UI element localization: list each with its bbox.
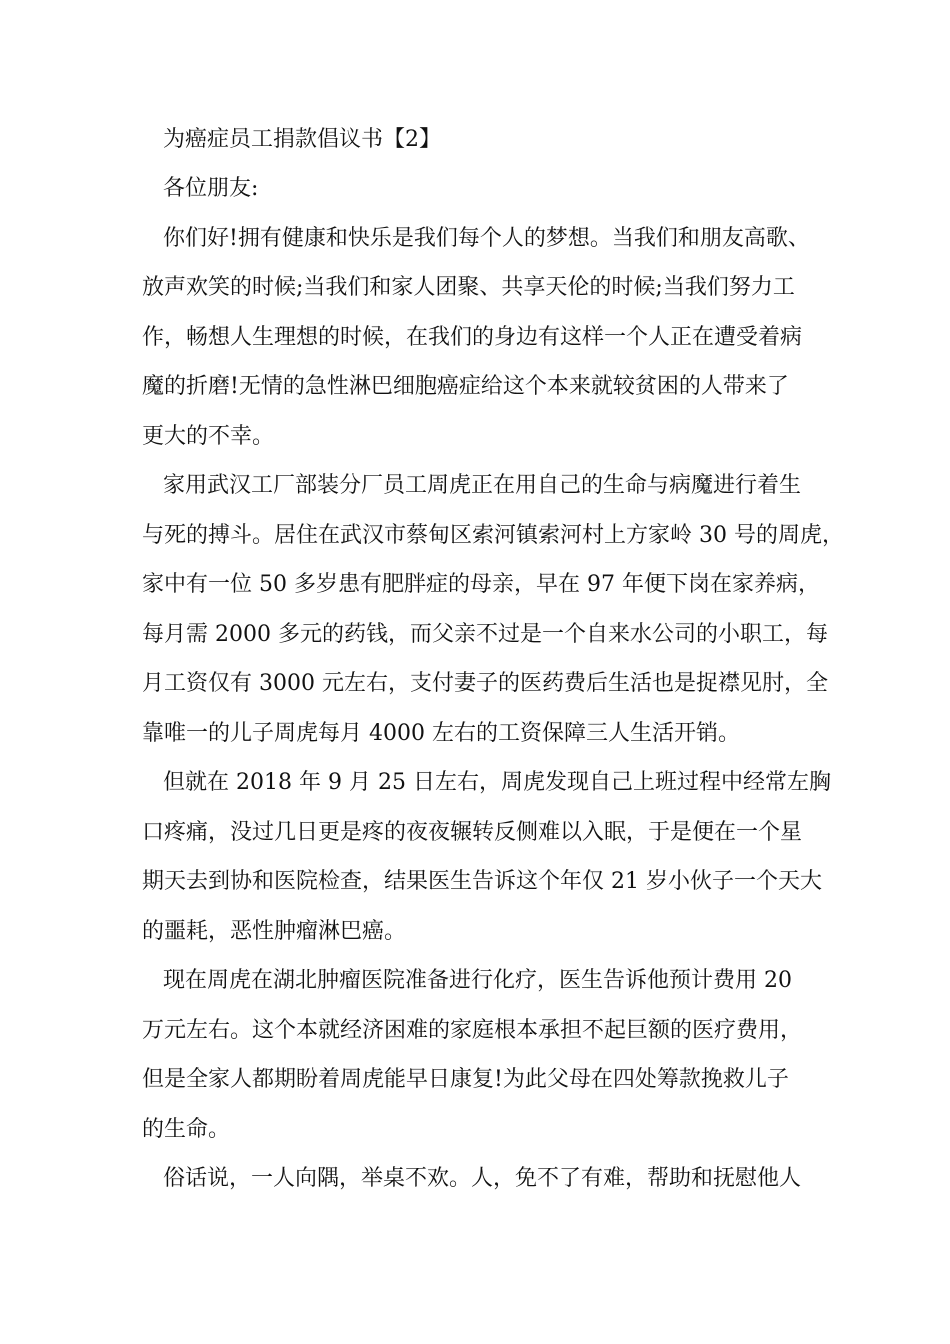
paragraph-line: 月工资仅有 3000 元左右，支付妻子的医药费后生活也是捉襟见肘，全 — [142, 671, 828, 696]
paragraph-line: 更大的不幸。 — [142, 424, 275, 449]
paragraph-line: 但是全家人都期盼着周虎能早日康复!为此父母在四处筹款挽救儿子 — [142, 1067, 789, 1092]
paragraph-line: 作，畅想人生理想的时候，在我们的身边有这样一个人正在遭受着病 — [142, 325, 803, 350]
paragraph-line: 的噩耗，恶性肿瘤淋巴癌。 — [142, 919, 407, 944]
paragraph-line: 的生命。 — [142, 1117, 231, 1142]
paragraph-line: 每月需 2000 多元的药钱，而父亲不过是一个自来水公司的小职工，每 — [142, 622, 828, 647]
paragraph-line: 期天去到协和医院检查，结果医生告诉这个年仅 21 岁小伙子一个天大 — [142, 869, 822, 894]
paragraph-line: 与死的搏斗。居住在武汉市蔡甸区索河镇索河村上方家岭 30 号的周虎， — [142, 523, 844, 548]
paragraph-line: 但就在 2018 年 9 月 25 日左右，周虎发现自己上班过程中经常左胸 — [163, 770, 831, 795]
salutation: 各位朋友: — [163, 176, 259, 201]
paragraph-line: 你们好!拥有健康和快乐是我们每个人的梦想。当我们和朋友高歌、 — [163, 226, 810, 251]
paragraph-line: 现在周虎在湖北肿瘤医院准备进行化疗，医生告诉他预计费用 20 — [163, 968, 792, 993]
paragraph-line: 魔的折磨!无情的急性淋巴细胞癌症给这个本来就较贫困的人带来了 — [142, 374, 789, 399]
paragraph-line: 家用武汉工厂部装分厂员工周虎正在用自己的生命与病魔进行着生 — [163, 473, 802, 498]
document-title: 为癌症员工捐款倡议书【2】 — [163, 127, 441, 152]
paragraph-line: 口疼痛，没过几日更是疼的夜夜辗转反侧难以入眠，于是便在一个星 — [142, 820, 803, 845]
paragraph-line: 靠唯一的儿子周虎每月 4000 左右的工资保障三人生活开销。 — [142, 721, 740, 746]
paragraph-line: 家中有一位 50 多岁患有肥胖症的母亲，早在 97 年便下岗在家养病， — [142, 572, 820, 597]
paragraph-line: 放声欢笑的时候;当我们和家人团聚、共享天伦的时候;当我们努力工 — [142, 275, 795, 300]
paragraph-line: 万元左右。这个本就经济困难的家庭根本承担不起巨额的医疗费用， — [142, 1018, 803, 1043]
paragraph-line: 俗话说，一人向隅，举桌不欢。人，免不了有难，帮助和抚慰他人 — [163, 1166, 802, 1191]
